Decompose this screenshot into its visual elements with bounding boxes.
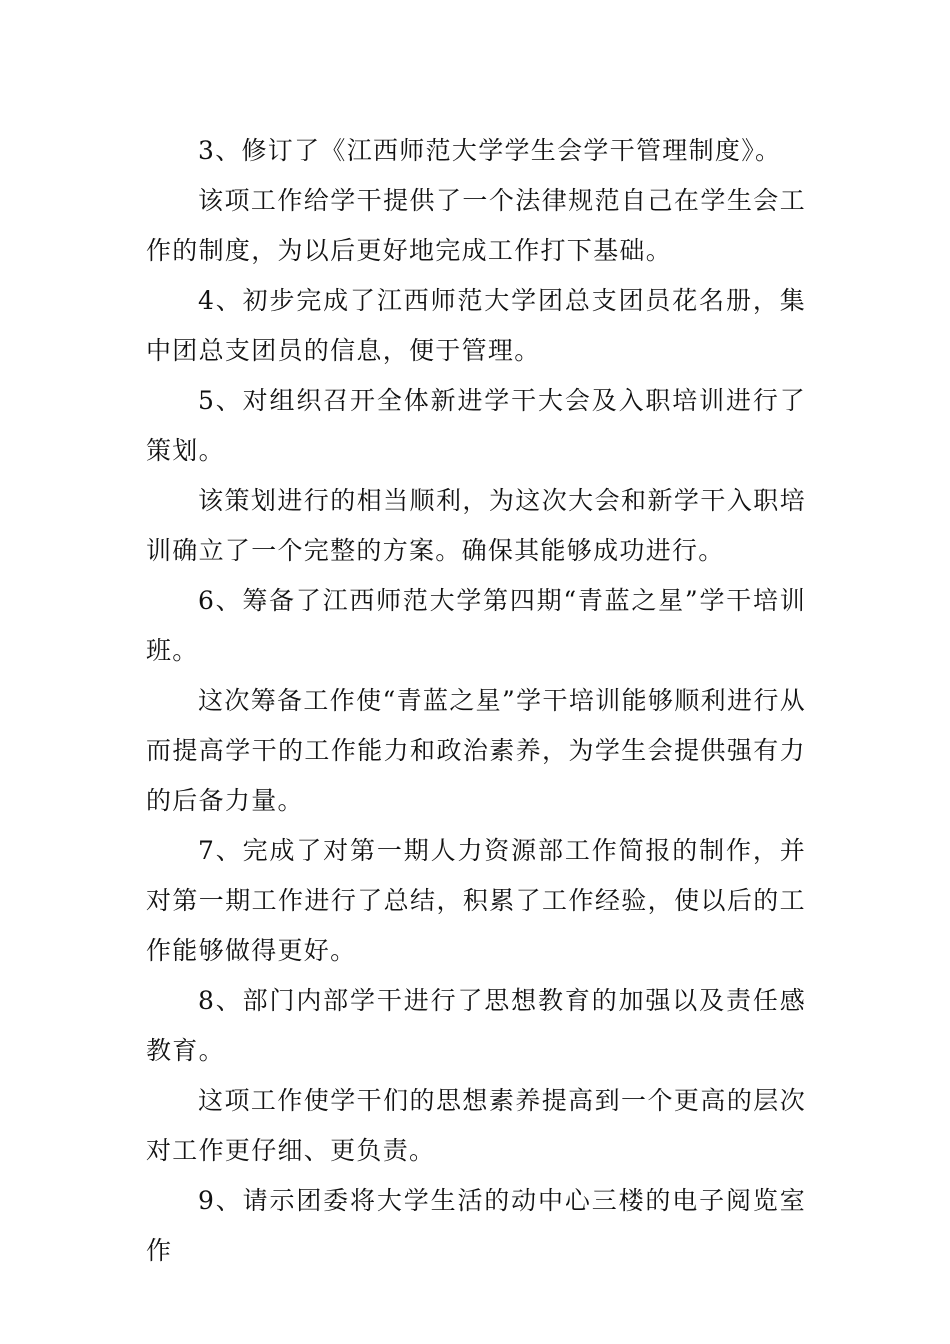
paragraph-item-5-detail: 该策划进行的相当顺利，为这次大会和新学干入职培训确立了一个完整的方案。确保其能够成功进行。 [146, 486, 806, 565]
paragraph-item-6-detail: 这次筹备工作使“青蓝之星”学干培训能够顺利进行从而提高学干的工作能力和政治素养，为学生会提供强有力的后备力量。 [146, 686, 806, 815]
paragraph-item-5: 5、对组织召开全体新进学干大会及入职培训进行了策划。 [146, 386, 806, 465]
document-body [146, 126, 806, 1276]
paragraph-item-6: 6、筹备了江西师范大学第四期“青蓝之星”学干培训班。 [146, 586, 806, 665]
paragraph-item-7: 7、完成了对第一期人力资源部工作简报的制作，并对第一期工作进行了总结，积累了工作经验，使以后的工作能够做得更好。 [146, 836, 806, 965]
paragraph-item-9: 9、请示团委将大学生活的动中心三楼的电子阅览室作 [146, 1186, 806, 1265]
paragraph-item-3-detail: 该项工作给学干提供了一个法律规范自己在学生会工作的制度，为以后更好地完成工作打下基础。 [146, 186, 806, 265]
paragraph-item-3: 3、修订了《江西师范大学学生会学干管理制度》。 [198, 136, 782, 165]
paragraph-item-8-detail: 这项工作使学干们的思想素养提高到一个更高的层次对工作更仔细、更负责。 [146, 1086, 806, 1165]
paragraph-item-8: 8、部门内部学干进行了思想教育的加强以及责任感教育。 [146, 986, 806, 1065]
paragraph-item-4: 4、初步完成了江西师范大学团总支团员花名册，集中团总支团员的信息，便于管理。 [146, 286, 806, 365]
